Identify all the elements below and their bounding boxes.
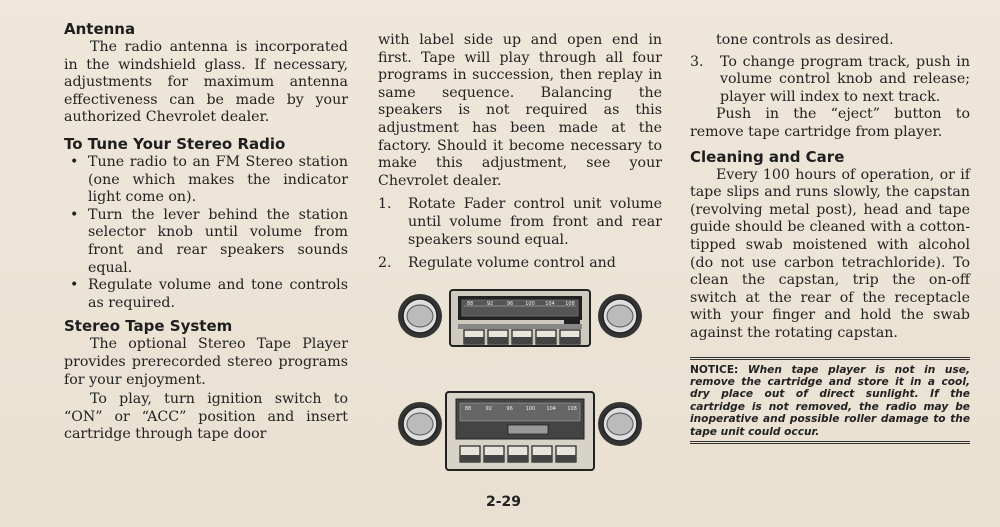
dial-scale-label: 92 [486, 301, 494, 307]
bullet-icon: • [70, 206, 79, 223]
step-item: 3. To change program track, push in volume control knob and release; player will index to next track. [690, 53, 970, 105]
dial-scale-label: 96 [506, 406, 513, 412]
notice-label: NOTICE: [690, 363, 739, 376]
dial-scale-label: 108 [567, 406, 577, 412]
bullet-icon: • [70, 277, 79, 294]
tune-bullet: • Regulate volume and tone controls as required. [70, 277, 348, 311]
dial-scale-label: 108 [565, 301, 575, 307]
dial-scale-label: 96 [506, 301, 514, 307]
antenna-text: The radio antenna is incorporated in the windshield glass. If necessary, adjustments for maximum antenna effectiveness can be made by your authorized Chevrolet dealer. [64, 39, 348, 126]
page-number: 2-29 [486, 494, 522, 510]
antenna-heading: Antenna [64, 20, 136, 38]
dial-scale-label: 92 [485, 406, 492, 412]
dial-scale-label: 100 [525, 301, 535, 307]
tune-bullet: • Tune radio to an FM Stereo station (one which makes the indicator light come on). [70, 153, 348, 206]
dial-scale-label: 104 [546, 406, 556, 412]
dial-scale-label: 88 [466, 301, 474, 307]
balance-steps [378, 196, 662, 272]
step-item: 2. Regulate volume control and [378, 255, 616, 272]
track-steps [690, 54, 970, 107]
column-left [64, 20, 348, 444]
tone-continued-text: tone controls as desired. [716, 32, 894, 48]
tune-bullet: • Turn the lever behind the station selector knob until volume from front and rear speakers sounds equal. [70, 206, 348, 276]
cleaning-heading: Cleaning and Care [690, 147, 845, 166]
tape-continued-text: with label side up and open end in first. Tape will play through all four programs in succession, then replay in same sequence. Balancing the speakers is not required as this adjustment has been made at the factory. Should it become necessary to make this adjustment, see your Chevrolet dealer. [378, 32, 662, 189]
notice-box [690, 357, 970, 444]
cleaning-text: Every 100 hours of operation, or if tape slips and runs slowly, the capstan (revolving metal post), head and tape guide should be cleaned with a cotton-tipped swab moistened with alcohol (do not use carbon tetrachloride). To clean the capstan, trip the on-off switch at the rear of the receptacle with your finger and hold the swab against the rotating capstan. [690, 166, 970, 341]
tape-intro: The optional Stereo Tape Player provides prerecorded stereo programs for your enjoyment. [64, 336, 348, 388]
tape-play-text: To play, turn ignition switch to “ON” or “ACC” position and insert cartridge through tape door [64, 391, 348, 443]
notice-text: When tape player is not in use, remove the cartridge and store it in a cool, dry place out of direct sunlight. If the cartridge is not removed, the radio may be inoperative and possible roller damage to the tape unit could occur. [690, 363, 970, 438]
tape-heading: Stereo Tape System [64, 317, 233, 336]
tune-bullet-list [64, 154, 348, 312]
bullet-icon: • [70, 153, 79, 170]
step-item: 1. Rotate Fader control unit volume until volume from front and rear speakers sound equal. [378, 196, 662, 248]
dial-scale-label: 100 [525, 406, 536, 412]
radio-unit-bottom [398, 392, 642, 470]
tune-heading: To Tune Your Stereo Radio [64, 134, 286, 153]
radio-illustration [378, 284, 668, 479]
column-middle [378, 32, 662, 412]
dial-scale-label: 104 [545, 301, 555, 307]
dial-scale-label: 88 [464, 406, 472, 412]
eject-text: Push in the “eject” button to remove tape cartridge from player. [690, 106, 970, 140]
column-right [690, 32, 970, 444]
radio-unit-top [398, 290, 642, 346]
